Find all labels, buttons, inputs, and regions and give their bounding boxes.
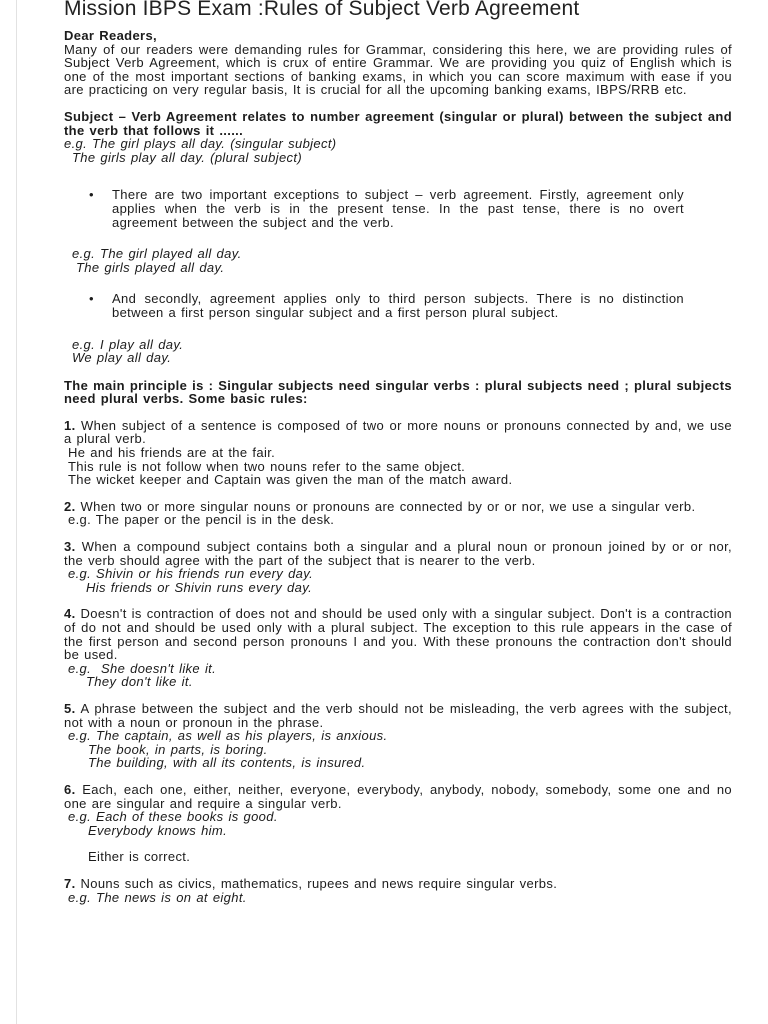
rule-line: Either is correct. xyxy=(88,849,191,865)
exception-item xyxy=(64,292,684,319)
rule-item xyxy=(64,702,732,729)
rule-text: When two or more singular nouns or pronouns are connected by or or nor, we use a singular verb. xyxy=(80,498,696,514)
rule-text: A phrase between the subject and the verb should not be misleading, the verb agrees with the subject, not with a noun or pronoun in the phrase. xyxy=(64,700,732,730)
rule-text: When subject of a sentence is composed of two or more nouns or pronouns connected by and, we use a plural verb. xyxy=(64,417,732,447)
rule-line: His friends or Shivin runs every day. xyxy=(86,579,313,595)
exception-example: e.g. I play all day. xyxy=(72,336,184,352)
definition-paragraph: Subject – Verb Agreement relates to number agreement (singular or plural) between the subject and the verb that follows it ...... xyxy=(64,108,732,138)
rule-item xyxy=(64,877,732,891)
rule-line: e.g. The captain, as well as his players, is anxious. xyxy=(68,728,388,744)
rule-number: 6. xyxy=(64,781,76,797)
intro-paragraph: Many of our readers were demanding rules for Grammar, considering this here, we are providing rules of Subject Verb Agreement, which is crux of entire Grammar. We are providing you quiz of English which is one of the most important sections of banking exams, in which you can score maximum with ease if you are practicing on very regular basis, It is crucial for all the upcoming banking exams, IBPS/RRB etc. xyxy=(64,41,732,98)
greeting: Dear Readers, xyxy=(64,28,157,43)
document-title: Mission IBPS Exam :Rules of Subject Verb Agreement xyxy=(64,0,580,20)
rule-line: e.g. Shivin or his friends run every day. xyxy=(68,566,314,582)
rule-line: e.g. The paper or the pencil is in the desk. xyxy=(68,512,335,528)
rule-text: Nouns such as civics, mathematics, rupees and news require singular verbs. xyxy=(80,875,558,891)
rule-text: Doesn't is contraction of does not and should be used only with a singular subject. Don't is a contraction of do not and should be used only with a plural subject. The exception to this rule appears in the case of the first person and second person pronouns I and you. With these pronouns the contraction don't should be used. xyxy=(64,606,732,663)
rule-line: They don't like it. xyxy=(86,674,193,690)
exception-example: e.g. The girl played all day. xyxy=(72,246,242,262)
document-body xyxy=(64,29,732,904)
rule-item xyxy=(64,607,732,661)
rule-line: e.g. She doesn't like it. xyxy=(68,660,217,676)
document-page xyxy=(64,0,732,904)
rule-number: 4. xyxy=(64,606,76,622)
exception-example: The girls played all day. xyxy=(76,259,225,275)
rule-line: This rule is not follow when two nouns refer to the same object. xyxy=(68,458,466,474)
rule-line: The wicket keeper and Captain was given the man of the match award. xyxy=(68,472,513,488)
rule-line: e.g. The news is on at eight. xyxy=(68,889,247,905)
definition-example: The girls play all day. (plural subject) xyxy=(72,149,303,165)
rule-number: 3. xyxy=(64,539,76,555)
main-principle: The main principle is : Singular subjects need singular verbs : plural subjects need ; plural subjects need plural verbs. Some basic rules: xyxy=(64,377,732,407)
rule-item xyxy=(64,783,732,810)
bullet-icon: • xyxy=(89,291,94,307)
rule-item xyxy=(64,419,732,446)
rule-text: When a compound subject contains both a singular and a plural noun or pronoun joined by or or nor, the verb should agree with the part of the subject that is nearer to the verb. xyxy=(64,539,732,568)
exception-list xyxy=(64,292,732,319)
rule-line: The building, with all its contents, is insured. xyxy=(88,755,366,771)
exception-list xyxy=(64,188,732,229)
rule-text: Each, each one, either, neither, everyone, everybody, anybody, nobody, somebody, some one and no one are singular and require a singular verb. xyxy=(64,781,732,811)
rule-line: The book, in parts, is boring. xyxy=(88,741,268,757)
rule-number: 7. xyxy=(64,875,76,891)
exception-text: And secondly, agreement applies only to third person subjects. There is no distinction between a first person singular subject and a first person plural subject. xyxy=(112,291,684,320)
rule-line: Everybody knows him. xyxy=(88,822,228,838)
rule-number: 1. xyxy=(64,417,76,433)
definition-example: e.g. The girl plays all day. (singular subject) xyxy=(64,136,337,152)
rule-number: 2. xyxy=(64,498,76,514)
exception-item xyxy=(64,188,684,229)
exception-example: We play all day. xyxy=(72,350,172,366)
page-left-border xyxy=(16,0,17,1024)
rule-line: He and his friends are at the fair. xyxy=(68,445,276,461)
rule-item xyxy=(64,540,732,567)
rule-line: e.g. Each of these books is good. xyxy=(68,809,278,825)
exception-text: There are two important exceptions to subject – verb agreement. Firstly, agreement only applies when the verb is in the present tense. In the past tense, there is no overt agreement between the subject and the verb. xyxy=(112,187,684,230)
rule-number: 5. xyxy=(64,700,76,716)
rule-item xyxy=(64,500,732,514)
bullet-icon: • xyxy=(89,187,94,203)
